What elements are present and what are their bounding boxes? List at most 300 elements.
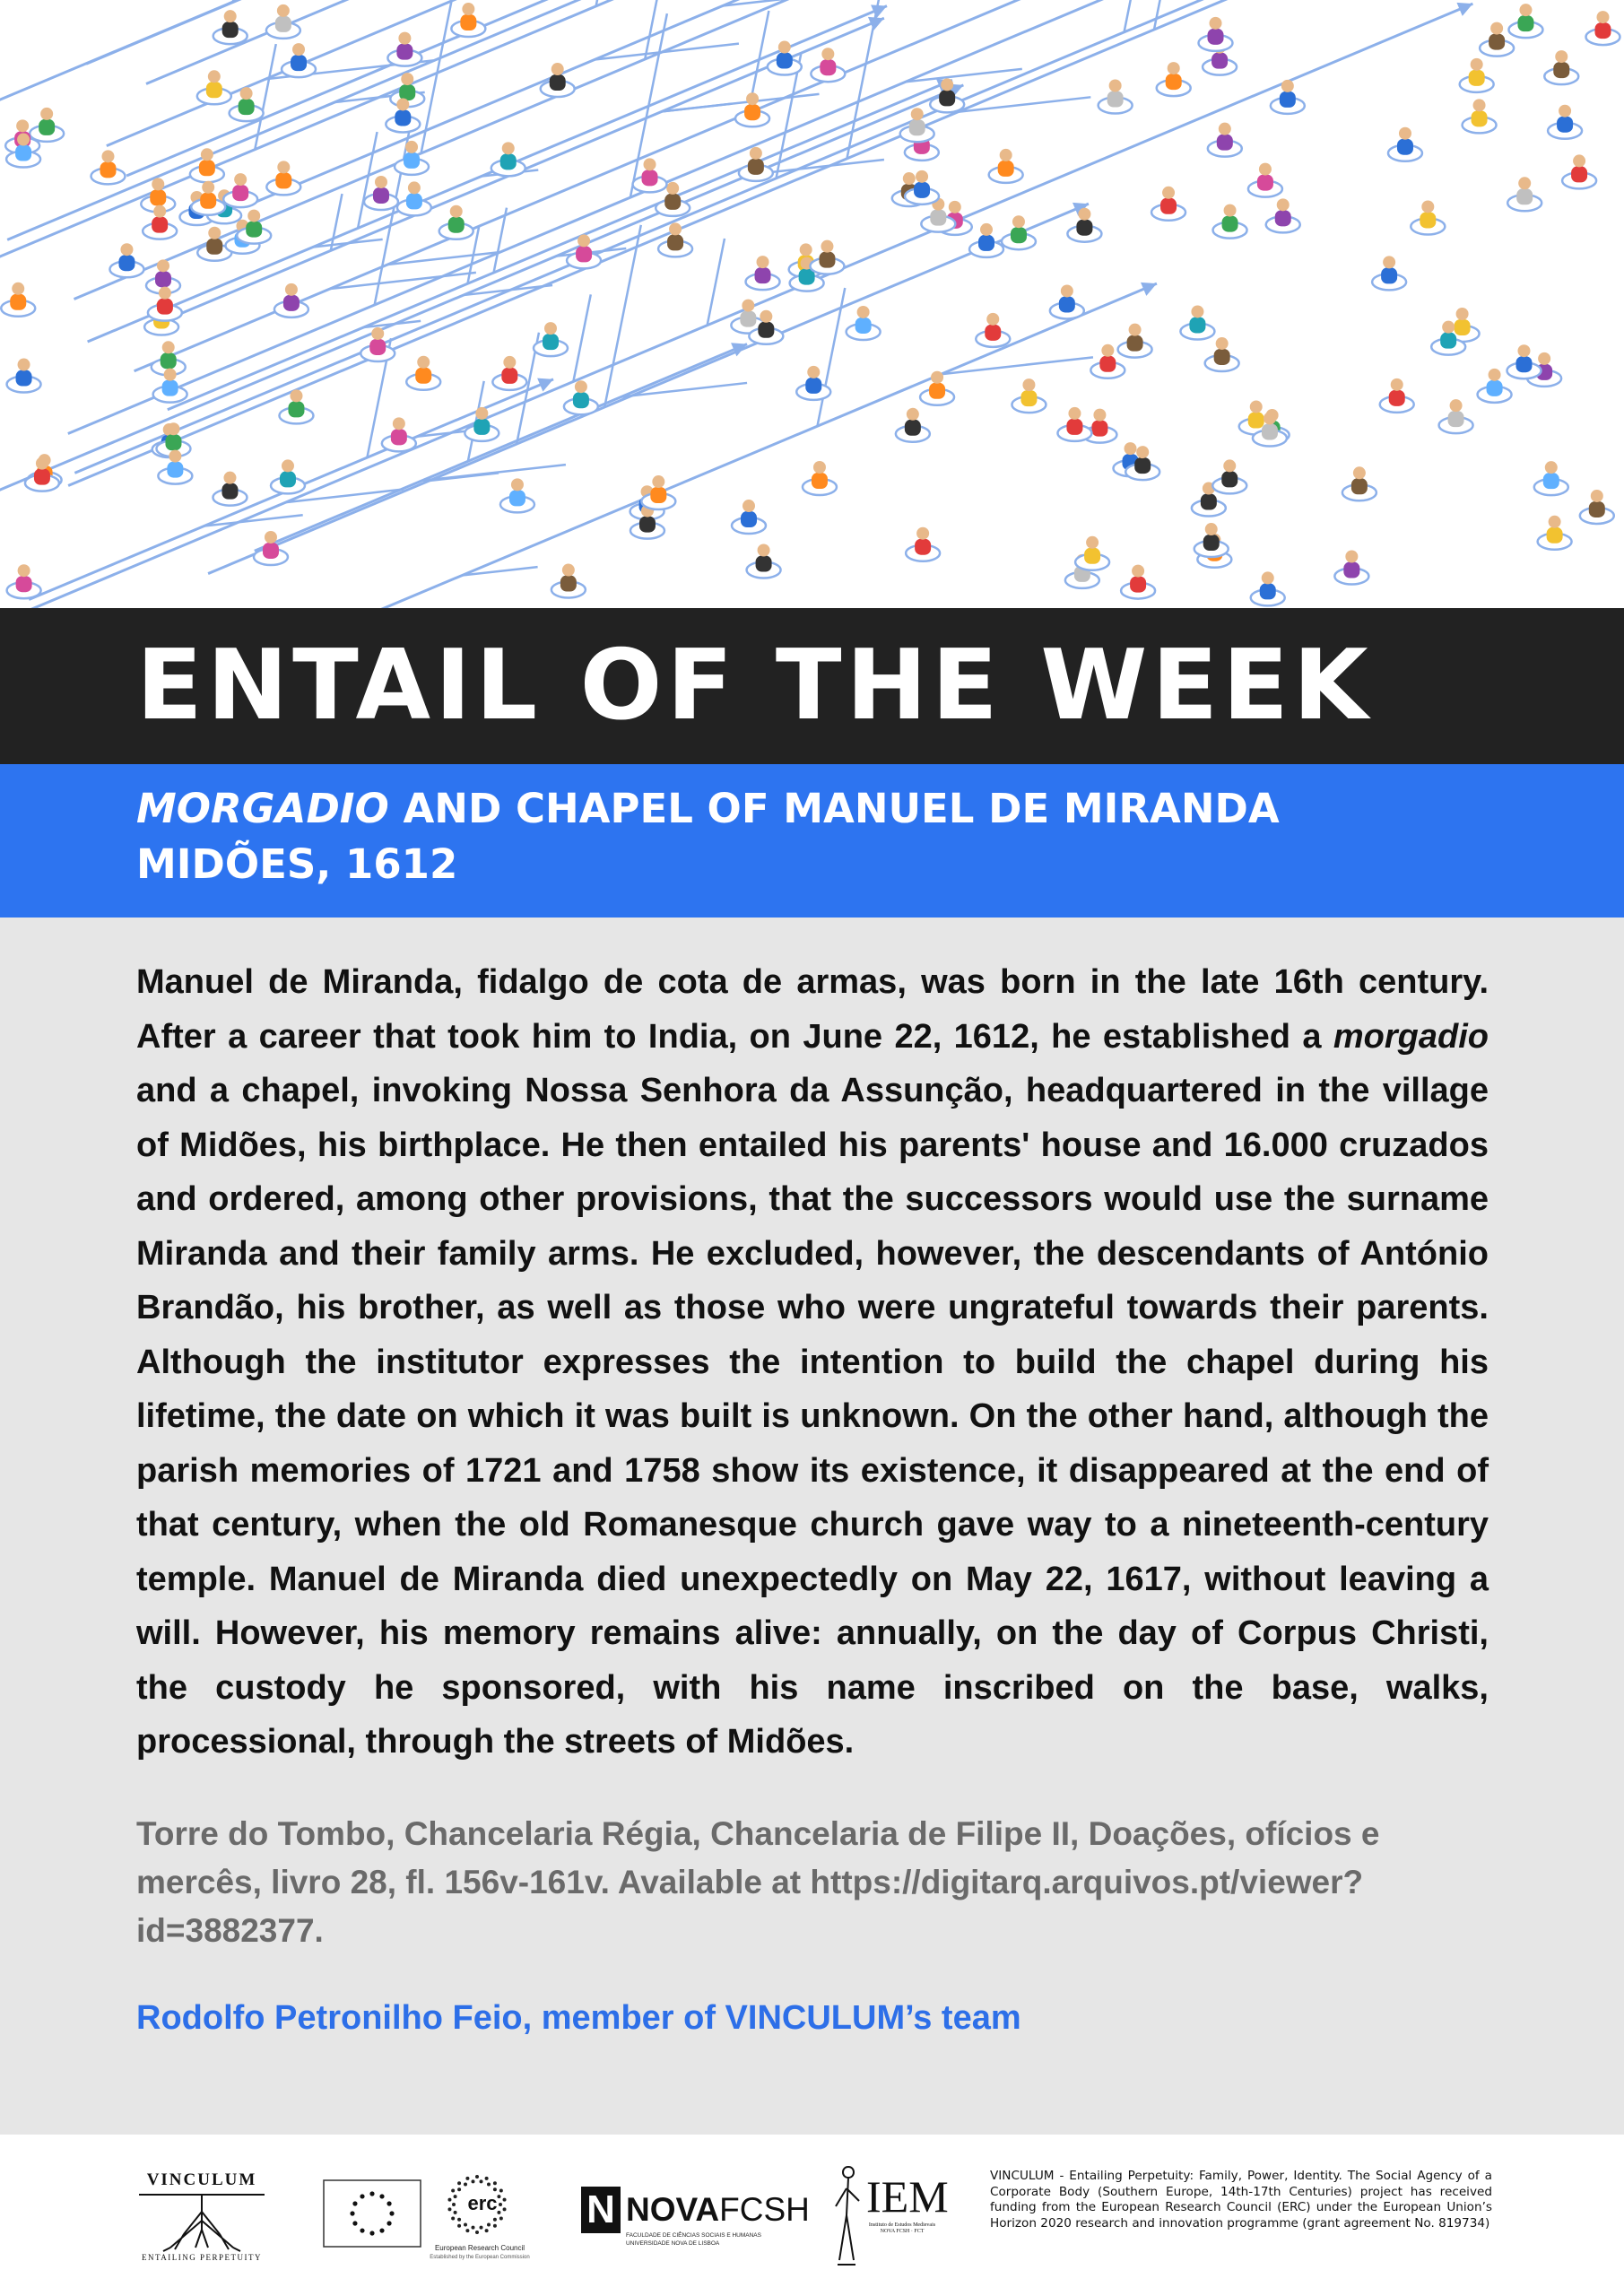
person-body	[415, 368, 431, 384]
subtitle-line-2: MIDÕES, 1612	[136, 840, 458, 888]
erc-dot	[503, 2198, 507, 2202]
person-head	[1538, 352, 1550, 365]
erc-dot	[497, 2195, 500, 2198]
person-head	[1549, 516, 1561, 528]
person-body	[1275, 210, 1291, 226]
person-body	[473, 419, 490, 435]
person-head	[1489, 369, 1501, 381]
erc-dot	[493, 2181, 497, 2185]
person-head	[1191, 305, 1203, 317]
erc-dot	[464, 2182, 467, 2186]
person-body	[275, 16, 291, 32]
person-head	[562, 564, 575, 577]
person-head	[511, 478, 524, 491]
person-head	[224, 10, 237, 22]
erc-caption: European Research Council	[434, 2244, 525, 2252]
person-body	[406, 193, 422, 209]
person-body	[369, 339, 386, 355]
person-head	[1591, 490, 1603, 502]
figure-icon	[830, 2161, 866, 2278]
subtitle-band	[0, 764, 1624, 918]
person-head	[285, 283, 298, 296]
person-head	[1559, 105, 1571, 117]
person-body	[756, 555, 772, 571]
person-head	[1450, 399, 1463, 412]
person-head	[1490, 22, 1503, 35]
eu-flag-logo	[323, 2179, 421, 2248]
person-body	[221, 483, 238, 500]
person-head	[503, 356, 516, 369]
person-body	[1440, 333, 1456, 349]
person-body	[395, 109, 411, 126]
person-body	[1222, 216, 1238, 232]
person-head	[1259, 163, 1272, 176]
eu-star	[369, 2191, 374, 2196]
person-head	[405, 141, 418, 153]
person-body	[460, 14, 476, 30]
person-head	[644, 158, 656, 170]
eu-star	[386, 2221, 391, 2225]
person-body	[1489, 34, 1505, 50]
person-body	[167, 462, 183, 478]
person-body	[150, 189, 166, 205]
person-head	[1224, 204, 1237, 217]
person-body	[1571, 166, 1587, 182]
person-head	[375, 176, 387, 188]
person-body	[1472, 110, 1488, 126]
person-head	[1518, 177, 1531, 189]
person-head	[1210, 17, 1222, 30]
subtitle-italic-term: MORGADIO	[136, 785, 389, 832]
person-head	[1383, 256, 1395, 268]
person-head	[907, 408, 919, 421]
eu-star	[379, 2194, 384, 2198]
person-head	[669, 222, 682, 235]
person-head	[1596, 11, 1609, 23]
person-body	[239, 99, 255, 115]
person-body	[501, 368, 517, 384]
person-head	[1471, 58, 1483, 71]
person-body	[1455, 319, 1471, 335]
person-body	[639, 517, 656, 533]
person-body	[744, 104, 760, 120]
person-head	[1000, 149, 1012, 161]
person-head	[1517, 344, 1530, 357]
person-head	[167, 422, 179, 435]
person-head	[941, 78, 953, 91]
erc-caption-2: Established by the European Commission	[430, 2255, 530, 2260]
erc-dot	[499, 2217, 503, 2221]
person-body	[246, 222, 262, 238]
person-body	[1107, 91, 1124, 108]
person-body	[1134, 457, 1151, 474]
erc-dot	[493, 2224, 497, 2228]
erc-dot	[487, 2182, 491, 2186]
erc-dot	[480, 2226, 483, 2230]
person-body	[819, 252, 835, 268]
erc-dot	[493, 2187, 497, 2191]
person-body	[1203, 535, 1220, 551]
person-body	[1214, 349, 1230, 365]
person-head	[502, 142, 515, 154]
person-head	[162, 341, 175, 353]
erc-dot	[447, 2207, 451, 2211]
body-panel	[0, 918, 1624, 2135]
person-head	[1022, 378, 1035, 391]
network-nodes	[1, 3, 1620, 605]
network-branch	[817, 288, 845, 426]
person-head	[1012, 215, 1025, 228]
person-body	[576, 246, 592, 262]
person-head	[450, 205, 463, 218]
person-body	[1084, 548, 1100, 564]
person-head	[393, 417, 405, 430]
person-body	[740, 311, 756, 327]
person-head	[980, 223, 993, 236]
erc-dot	[464, 2223, 467, 2227]
person-head	[398, 32, 411, 45]
person-body	[1351, 478, 1368, 494]
roots-icon	[135, 2194, 269, 2274]
person-head	[857, 306, 870, 318]
person-head	[743, 500, 755, 512]
person-head	[164, 369, 177, 381]
person-head	[1168, 62, 1180, 74]
person-head	[17, 134, 30, 146]
person-head	[1078, 208, 1090, 221]
person-head	[1399, 127, 1411, 140]
person-body	[206, 239, 222, 255]
erc-dot	[454, 2211, 457, 2214]
person-body	[1381, 267, 1397, 283]
person-head	[652, 475, 664, 488]
person-head	[371, 327, 384, 340]
person-head	[1109, 80, 1122, 92]
person-body	[1389, 390, 1405, 406]
person-head	[462, 3, 474, 15]
eu-star	[360, 2228, 364, 2232]
main-text-part-1: Manuel de Miranda, fidalgo de cota de armas, was born in the late 16th century. After a career that took him to India, on June 22, 1612, he established a	[136, 963, 1489, 1056]
eu-star	[352, 2201, 357, 2205]
person-body	[162, 380, 178, 396]
erc-dot	[465, 2229, 469, 2232]
person-body	[16, 370, 32, 387]
person-head	[778, 41, 791, 54]
person-body	[1130, 577, 1146, 593]
person-body	[573, 392, 589, 408]
person-body	[1208, 29, 1224, 45]
person-body	[1397, 139, 1413, 155]
person-head	[12, 283, 24, 295]
person-head	[157, 259, 169, 272]
person-body	[805, 378, 821, 394]
person-body	[1557, 117, 1573, 133]
iem-letters: IEM	[866, 2171, 949, 2222]
person-head	[757, 256, 769, 268]
person-body	[118, 255, 135, 271]
person-body	[404, 152, 420, 169]
person-body	[448, 217, 465, 233]
person-head	[1219, 123, 1231, 135]
person-head	[208, 70, 221, 83]
person-body	[642, 170, 658, 186]
person-head	[1545, 461, 1558, 474]
eu-star	[379, 2228, 384, 2232]
person-body	[1189, 317, 1205, 333]
source-citation: Torre do Tombo, Chancelaria Régia, Chancelaria de Filipe II, Doações, ofícios e mercês, livro 28, fl. 156v-161v. Available at https://digitarq.arquivos.pt/viewer?id=3882377.	[136, 1815, 1380, 1949]
person-body	[1420, 212, 1436, 228]
person-body	[399, 84, 415, 100]
person-head	[1124, 442, 1136, 455]
person-body	[100, 161, 116, 178]
erc-dot	[485, 2229, 489, 2232]
person-head	[903, 172, 916, 185]
person-head	[1068, 407, 1081, 420]
person-head	[1250, 401, 1263, 413]
person-head	[208, 227, 221, 239]
erc-dot	[497, 2211, 500, 2214]
person-body	[155, 271, 171, 287]
erc-dot	[451, 2189, 455, 2193]
person-body	[1020, 390, 1037, 406]
person-head	[544, 322, 557, 335]
nova-subtitle: FACULDADE DE CIÊNCIAS SOCIAIS E HUMANAS UNIVERSIDADE NOVA DE LISBOA	[626, 2232, 761, 2247]
person-head	[1456, 308, 1469, 320]
person-body	[275, 172, 291, 188]
person-head	[1061, 284, 1073, 297]
person-head	[1162, 187, 1175, 199]
person-head	[916, 170, 928, 183]
person-body	[1201, 494, 1217, 510]
person-body	[667, 234, 683, 250]
erc-dot	[451, 2217, 455, 2221]
person-head	[949, 201, 961, 213]
person-body	[939, 90, 955, 106]
person-body	[1221, 471, 1238, 487]
person-body	[10, 294, 26, 310]
person-head	[807, 366, 820, 378]
erc-dot	[457, 2224, 461, 2228]
erc-dot	[499, 2203, 502, 2206]
person-body	[820, 59, 836, 75]
person-body	[1343, 561, 1359, 578]
subtitle-rest: AND CHAPEL OF MANUEL DE MIRANDA	[388, 785, 1280, 832]
network-branch	[255, 44, 276, 150]
eu-star	[360, 2194, 364, 2198]
person-body	[1211, 53, 1228, 69]
erc-dot	[475, 2231, 479, 2234]
person-head	[575, 380, 587, 393]
person-head	[758, 544, 770, 556]
person-body	[39, 119, 55, 135]
person-body	[206, 82, 222, 98]
person-body	[741, 511, 757, 527]
vinculum-logo	[135, 2170, 269, 2269]
person-body	[199, 160, 215, 176]
nova-n-mark: N	[581, 2187, 621, 2233]
person-body	[288, 401, 304, 417]
person-head	[152, 178, 164, 190]
person-head	[401, 73, 413, 85]
person-body	[373, 187, 389, 204]
person-body	[998, 161, 1014, 177]
person-head	[551, 63, 564, 75]
person-head	[1129, 324, 1142, 336]
main-paragraph	[136, 955, 1489, 1770]
person-body	[550, 74, 566, 91]
person-body	[650, 487, 666, 503]
person-body	[1257, 175, 1273, 191]
person-head	[742, 300, 754, 312]
person-head	[277, 4, 290, 17]
person-body	[1076, 220, 1092, 236]
erc-logo	[421, 2170, 538, 2269]
person-head	[1223, 459, 1236, 472]
person-head	[1205, 523, 1218, 535]
person-head	[1132, 565, 1144, 578]
erc-dot	[475, 2175, 479, 2179]
person-body	[222, 22, 239, 38]
person-body	[1260, 583, 1276, 599]
person-head	[248, 210, 260, 222]
person-body	[391, 429, 407, 445]
person-body	[1469, 70, 1485, 86]
main-text-part-2: and a chapel, invoking Nossa Senhora da Assunção, headquartered in the village of Midões, his birthplace. He then entailed his parents' house and 16.000 cruzados and ordered, among other provisions, that the successors would use the surname Miranda and their family arms. He excluded, however, the descendants of António Brandão, his brother, as well as those who were ungrateful towards their parents. Although the institutor expresses the intention to build the chapel during his lifetime, the date on which it was built is unknown. On the other hand, although the parish memories of 1721 and 1758 show its existence, it disappeared at the end of that century, when the old Romanesque church gave way to a nineteenth-century temple. Manuel de Miranda died unexpectedly on May 22, 1617, without leaving a will. However, his memory remains alive: annually, on the day of Corpus Christi, the custody he sponsored, with his name inscribed on the base, walks, processional, through the streets of Midões.	[136, 1072, 1489, 1761]
person-head	[821, 48, 834, 60]
person-body	[664, 194, 681, 210]
person-head	[40, 108, 53, 120]
person-head	[746, 92, 759, 105]
person-body	[291, 55, 307, 71]
author-credit: Rodolfo Petronilho Feio, member of VINCULUM’s team	[136, 1999, 1021, 2037]
person-body	[929, 383, 945, 399]
person-head	[120, 243, 133, 256]
person-body	[15, 145, 31, 161]
person-head	[578, 234, 590, 247]
person-head	[1421, 200, 1434, 213]
network-line	[168, 80, 952, 410]
eu-stars-icon	[323, 2179, 421, 2248]
eu-star	[389, 2211, 394, 2215]
person-head	[475, 407, 488, 420]
person-head	[1555, 50, 1568, 63]
person-head	[290, 389, 302, 402]
erc-letters: erc	[467, 2192, 498, 2214]
person-head	[1519, 4, 1532, 16]
person-body	[1553, 62, 1569, 78]
erc-dot	[447, 2198, 451, 2202]
person-body	[1515, 356, 1532, 372]
person-body	[34, 469, 50, 485]
person-body	[560, 576, 577, 592]
person-body	[1248, 413, 1264, 429]
erc-dot	[485, 2177, 489, 2180]
person-head	[911, 108, 924, 120]
person-head	[1093, 409, 1106, 422]
erc-dot	[457, 2181, 461, 2185]
person-body	[1262, 423, 1278, 439]
person-head	[1216, 337, 1229, 350]
person-body	[915, 539, 931, 555]
person-body	[165, 434, 181, 450]
person-head	[666, 182, 679, 195]
erc-dot	[503, 2207, 507, 2211]
person-body	[1160, 198, 1177, 214]
person-head	[916, 527, 929, 540]
person-head	[417, 356, 430, 369]
eu-star	[369, 2231, 374, 2235]
person-body	[1487, 380, 1503, 396]
person-head	[396, 98, 409, 110]
erc-dot	[480, 2179, 483, 2183]
person-body	[777, 53, 793, 69]
subtitle-line-1	[136, 784, 1280, 834]
vinculum-wordmark: VINCULUM	[146, 2170, 257, 2189]
eu-star	[352, 2221, 357, 2225]
person-head	[265, 531, 277, 544]
erc-dot	[457, 2218, 461, 2222]
erc-dot	[499, 2189, 503, 2193]
person-head	[153, 205, 166, 218]
person-head	[1391, 378, 1403, 391]
person-body	[1099, 356, 1116, 372]
person-body	[1127, 335, 1143, 352]
eu-star	[386, 2201, 391, 2205]
person-head	[1101, 344, 1114, 357]
title-band	[0, 608, 1624, 764]
person-body	[161, 352, 177, 369]
person-head	[282, 459, 294, 472]
vinculum-tagline: ENTAILING PERPETUITY	[141, 2253, 262, 2262]
person-body	[200, 193, 216, 209]
person-body	[1059, 296, 1075, 312]
person-head	[234, 173, 247, 186]
person-head	[1442, 321, 1455, 334]
person-body	[985, 325, 1001, 341]
person-body	[914, 182, 930, 198]
person-body	[1589, 501, 1605, 517]
person-head	[1473, 99, 1486, 111]
network-branch	[331, 194, 343, 250]
person-body	[396, 44, 413, 60]
person-head	[292, 43, 305, 56]
person-body	[1217, 135, 1233, 151]
nova-word-b: FCSH	[719, 2191, 810, 2228]
person-body	[1066, 419, 1082, 435]
person-body	[263, 543, 279, 559]
person-body	[1280, 91, 1296, 108]
person-body	[509, 490, 525, 506]
footer	[0, 2135, 1624, 2296]
person-body	[152, 217, 168, 233]
person-body	[1091, 421, 1107, 437]
person-body	[812, 473, 828, 489]
person-body	[500, 153, 517, 170]
erc-dot	[471, 2179, 474, 2183]
person-body	[1594, 22, 1611, 39]
person-body	[909, 119, 925, 135]
person-head	[240, 87, 253, 100]
person-body	[280, 471, 296, 487]
hero-network-illustration	[0, 0, 1624, 608]
network-line	[126, 0, 1527, 176]
person-body	[1517, 15, 1533, 31]
person-head	[1281, 80, 1294, 92]
person-body	[283, 295, 300, 311]
person-body	[748, 159, 764, 175]
person-head	[1353, 466, 1366, 479]
person-head	[277, 161, 290, 173]
